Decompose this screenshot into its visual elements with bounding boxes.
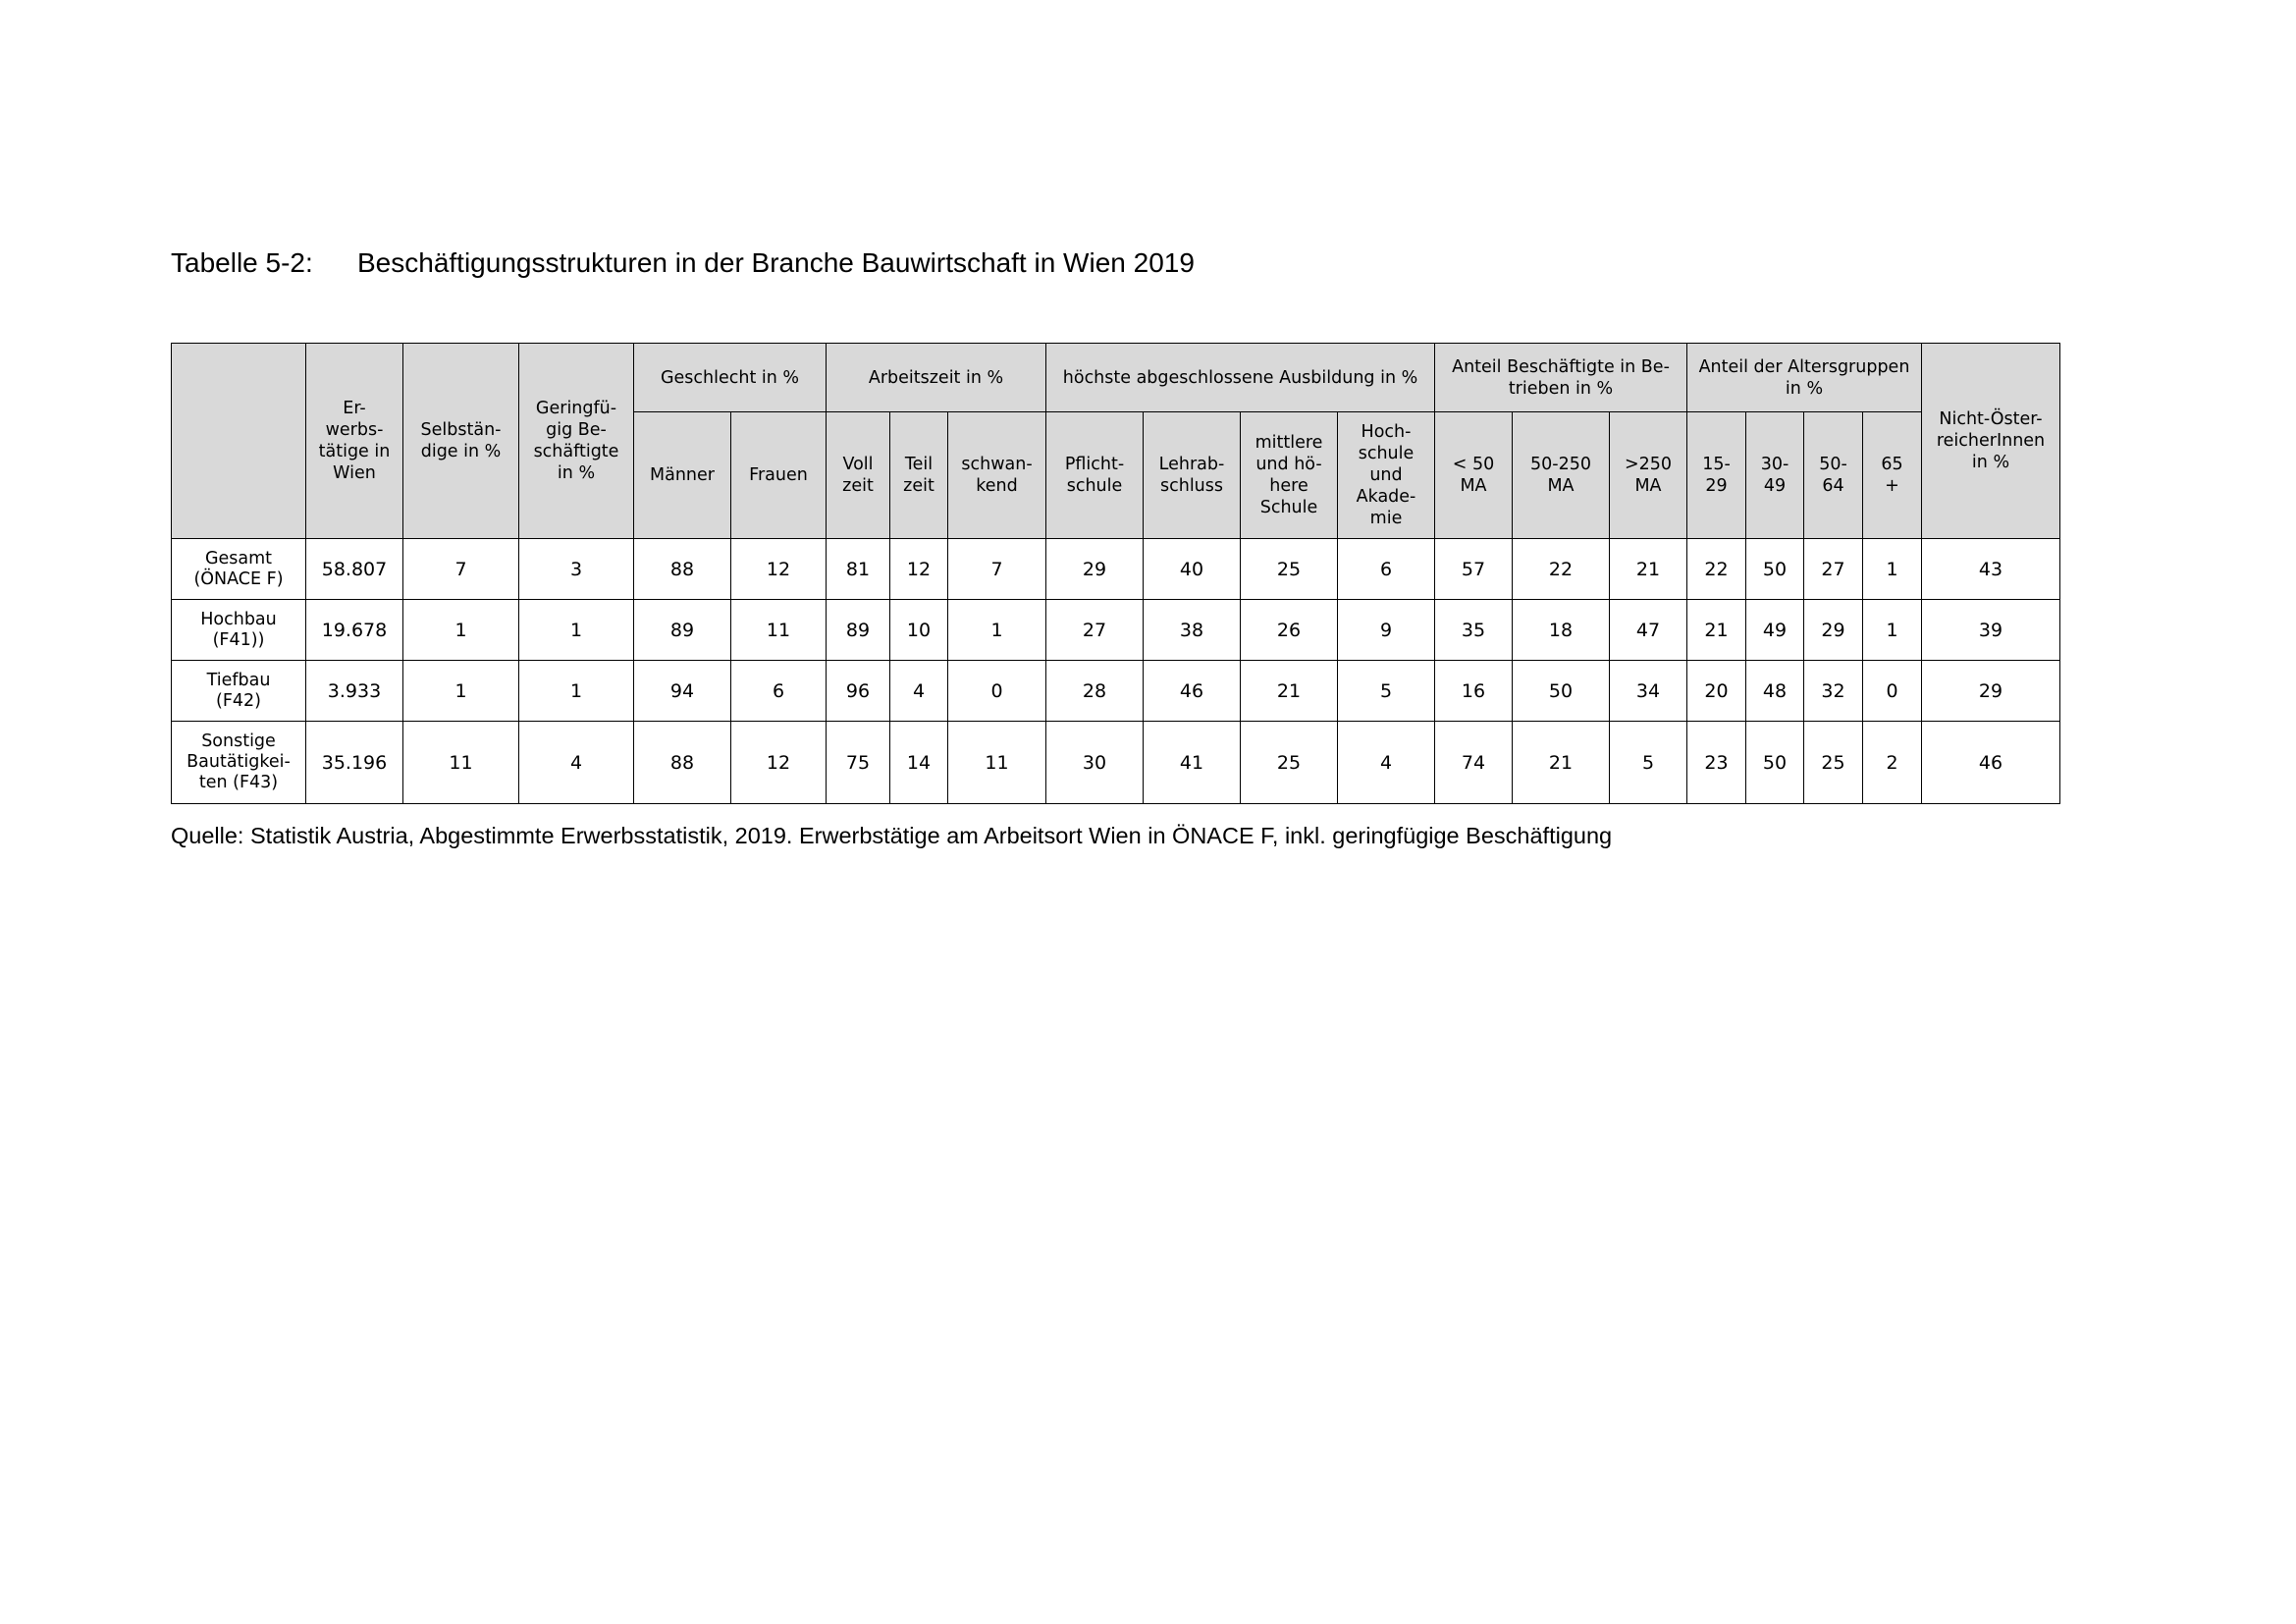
header-geschlecht: Geschlecht in %: [634, 344, 827, 412]
row-label: Sonstige Bautätigkei- ten (F43): [172, 722, 306, 804]
table-cell: 40: [1144, 539, 1241, 600]
table-cell: 5: [1610, 722, 1687, 804]
header-teilzeit: Teil zeit: [890, 412, 948, 539]
table-cell: 6: [731, 661, 827, 722]
table-cell: 74: [1435, 722, 1513, 804]
row-label: Hochbau (F41)): [172, 600, 306, 661]
table-cell: 26: [1241, 600, 1338, 661]
table-cell: 1: [1863, 539, 1922, 600]
table-cell: 21: [1241, 661, 1338, 722]
header-vollzeit: Voll zeit: [827, 412, 890, 539]
table-cell: 81: [827, 539, 890, 600]
table-cell: 75: [827, 722, 890, 804]
table-cell: 29: [1046, 539, 1144, 600]
table-cell: 57: [1435, 539, 1513, 600]
table-cell: 10: [890, 600, 948, 661]
header-lehrabschluss: Lehrab- schluss: [1144, 412, 1241, 539]
table-cell: 34: [1610, 661, 1687, 722]
header-corner: [172, 344, 306, 539]
table-cell: 29: [1804, 600, 1863, 661]
table-cell: 11: [403, 722, 519, 804]
table-cell: 7: [948, 539, 1046, 600]
header-50-250: 50-250 MA: [1513, 412, 1610, 539]
table-cell: 32: [1804, 661, 1863, 722]
table-cell: 50: [1513, 661, 1610, 722]
table-cell: 39: [1922, 600, 2060, 661]
table-cell: 50: [1746, 722, 1804, 804]
table-cell: 11: [731, 600, 827, 661]
header-hochschule: Hoch- schule und Akade- mie: [1338, 412, 1435, 539]
table-cell: 25: [1241, 722, 1338, 804]
table-cell: 50: [1746, 539, 1804, 600]
table-cell: 88: [634, 539, 731, 600]
table-cell: 1: [519, 600, 634, 661]
header-mittlere-hoehere: mittlere und hö- here Schule: [1241, 412, 1338, 539]
header-30-49: 30- 49: [1746, 412, 1804, 539]
table-cell: 27: [1046, 600, 1144, 661]
header-50-64: 50- 64: [1804, 412, 1863, 539]
table-cell: 46: [1144, 661, 1241, 722]
row-label: Gesamt (ÖNACE F): [172, 539, 306, 600]
table-cell: 89: [634, 600, 731, 661]
table-cell: 96: [827, 661, 890, 722]
table-cell: 3.933: [306, 661, 403, 722]
table-cell: 94: [634, 661, 731, 722]
table-cell: 29: [1922, 661, 2060, 722]
header-nicht-oesterreicher: Nicht-Öster- reicherInnen in %: [1922, 344, 2060, 539]
table-cell: 47: [1610, 600, 1687, 661]
header-geringfuegig: Geringfü- gig Be- schäftigte in %: [519, 344, 634, 539]
row-label: Tiefbau (F42): [172, 661, 306, 722]
table-cell: 25: [1241, 539, 1338, 600]
header-arbeitszeit: Arbeitszeit in %: [827, 344, 1046, 412]
table-cell: 5: [1338, 661, 1435, 722]
table-cell: 18: [1513, 600, 1610, 661]
table-cell: 48: [1746, 661, 1804, 722]
table-cell: 22: [1513, 539, 1610, 600]
table-cell: 25: [1804, 722, 1863, 804]
table-cell: 0: [1863, 661, 1922, 722]
header-gt250: >250 MA: [1610, 412, 1687, 539]
table-cell: 2: [1863, 722, 1922, 804]
table-cell: 1: [1863, 600, 1922, 661]
header-schwankend: schwan- kend: [948, 412, 1046, 539]
table-cell: 23: [1687, 722, 1746, 804]
table-cell: 43: [1922, 539, 2060, 600]
header-15-29: 15- 29: [1687, 412, 1746, 539]
header-ausbildung: höchste abgeschlossene Ausbildung in %: [1046, 344, 1435, 412]
table-cell: 6: [1338, 539, 1435, 600]
header-row-groups: [172, 344, 2060, 412]
table-cell: 49: [1746, 600, 1804, 661]
table-cell: 4: [890, 661, 948, 722]
table-cell: 21: [1687, 600, 1746, 661]
table-cell: 20: [1687, 661, 1746, 722]
table-caption: [171, 247, 1195, 279]
header-maenner: Männer: [634, 412, 731, 539]
table-cell: 0: [948, 661, 1046, 722]
table-cell: 12: [731, 539, 827, 600]
table-cell: 1: [403, 661, 519, 722]
table-body: [172, 539, 2060, 804]
table-row: [172, 600, 2060, 661]
table-cell: 41: [1144, 722, 1241, 804]
table-cell: 14: [890, 722, 948, 804]
header-pflichtschule: Pflicht- schule: [1046, 412, 1144, 539]
employment-structure-table-wrapper: [171, 343, 2060, 804]
header-selbstaendige: Selbstän- dige in %: [403, 344, 519, 539]
table-cell: 27: [1804, 539, 1863, 600]
table-cell: 21: [1513, 722, 1610, 804]
table-cell: 12: [890, 539, 948, 600]
table-cell: 4: [1338, 722, 1435, 804]
table-cell: 1: [519, 661, 634, 722]
table-cell: 46: [1922, 722, 2060, 804]
table-cell: 19.678: [306, 600, 403, 661]
header-lt50: < 50 MA: [1435, 412, 1513, 539]
table-cell: 38: [1144, 600, 1241, 661]
caption-title: Beschäftigungsstrukturen in der Branche Bauwirtschaft in Wien 2019: [357, 247, 1195, 278]
table-cell: 7: [403, 539, 519, 600]
table-cell: 16: [1435, 661, 1513, 722]
source-note: Quelle: Statistik Austria, Abgestimmte Erwerbsstatistik, 2019. Erwerbstätige am Arbeitsort Wien in ÖNACE F, inkl. geringfügige Beschäftigung: [171, 823, 1613, 848]
header-frauen: Frauen: [731, 412, 827, 539]
table-cell: 89: [827, 600, 890, 661]
table-cell: 1: [948, 600, 1046, 661]
table-cell: 1: [403, 600, 519, 661]
table-cell: 4: [519, 722, 634, 804]
table-cell: 9: [1338, 600, 1435, 661]
table-cell: 30: [1046, 722, 1144, 804]
header-altersgruppen: Anteil der Altersgruppen in %: [1687, 344, 1922, 412]
table-cell: 11: [948, 722, 1046, 804]
table-row: [172, 661, 2060, 722]
caption-label: Tabelle 5-2:: [171, 247, 313, 278]
employment-structure-table: [171, 343, 2060, 804]
table-cell: 58.807: [306, 539, 403, 600]
header-erwerbstaetige: Er- werbs- tätige in Wien: [306, 344, 403, 539]
table-cell: 35: [1435, 600, 1513, 661]
table-cell: 22: [1687, 539, 1746, 600]
table-row: [172, 722, 2060, 804]
header-65: 65 +: [1863, 412, 1922, 539]
table-row: [172, 539, 2060, 600]
table-cell: 12: [731, 722, 827, 804]
table-cell: 3: [519, 539, 634, 600]
table-cell: 28: [1046, 661, 1144, 722]
table-cell: 88: [634, 722, 731, 804]
header-betriebe: Anteil Beschäftigte in Be- trieben in %: [1435, 344, 1687, 412]
table-cell: 35.196: [306, 722, 403, 804]
table-cell: 21: [1610, 539, 1687, 600]
